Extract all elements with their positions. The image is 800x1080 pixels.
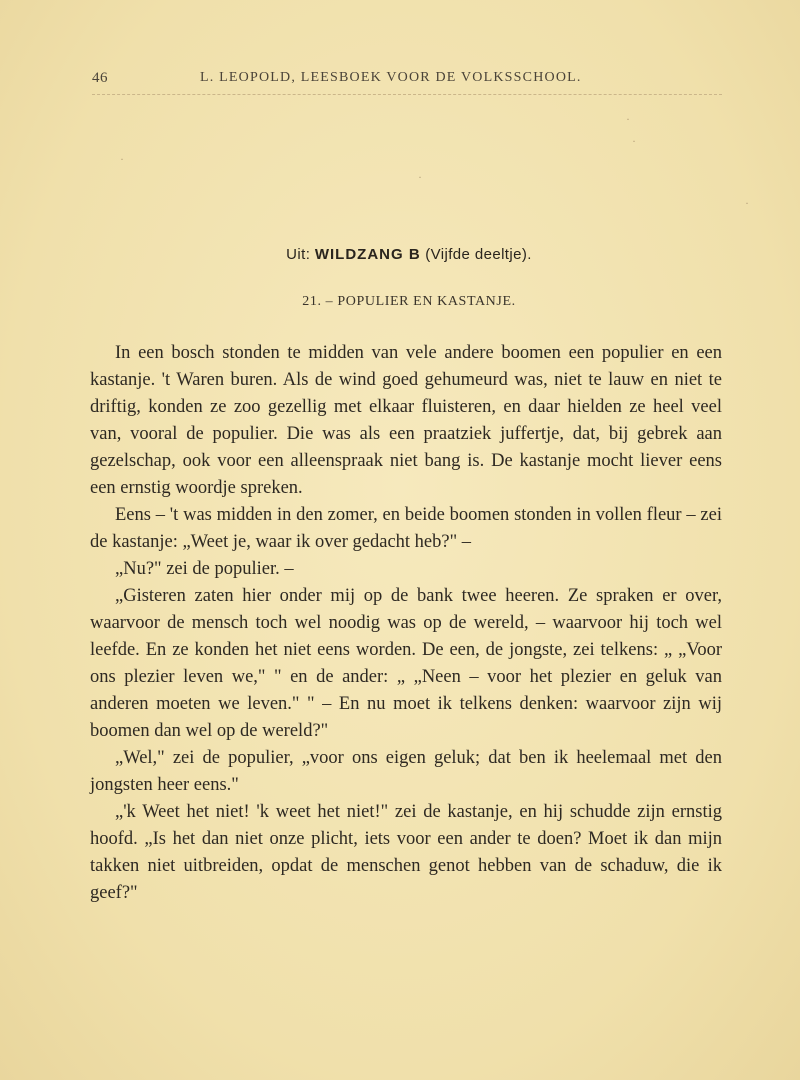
body-text bbox=[90, 340, 722, 907]
ink-speck: · bbox=[626, 112, 630, 126]
paragraph: Eens – 't was midden in den zomer, en beide boomen stonden in vollen fleur – zei de kastanje: „Weet je, waar ik over gedacht heb?" – bbox=[90, 505, 722, 552]
page-header bbox=[92, 70, 722, 100]
source-title bbox=[0, 246, 800, 263]
source-book-title: WILDZANG B bbox=[314, 246, 421, 263]
paragraph: In een bosch stonden te midden van vele andere boomen een populier en een kastanje. 't Waren buren. Als de wind goed gehumeurd was, niet te lauw en niet te driftig, konden ze zoo gezellig met elkaar fluisteren, en daar hielden ze heel veel van, vooral de populier. Die was als een praatziek juffertje, dat, bij gebrek aan gezelschap, ook voor een alleenspraak niet bang is. De kastanje mocht liever eens een ernstig woordje spreken. bbox=[90, 343, 722, 498]
ink-speck: · bbox=[418, 170, 422, 184]
paragraph: „Wel," zei de populier, „voor ons eigen geluk; dat ben ik heelemaal met den jongsten heer eens." bbox=[90, 748, 722, 795]
paragraph: „Nu?" zei de populier. – bbox=[115, 559, 294, 579]
paragraph: „Gisteren zaten hier onder mij op de bank twee heeren. Ze spraken er over, waarvoor de mensch toch wel noodig was op de wereld, – waarvoor hij toch wel leefde. En ze konden het niet eens worden. De een, de jongste, zei telkens: „ „Voor ons plezier leven we," " en de ander: „ „Neen – voor het plezier en geluk van anderen moeten we leven." " – En nu moet ik telkens denken: waarvoor zijn wij boomen dan wel op de wereld?" bbox=[90, 586, 722, 741]
paragraph: „'k Weet het niet! 'k weet het niet!" zei de kastanje, en hij schudde zijn ernstig hoofd. „Is het dan niet onze plicht, iets voor een ander te doen? Moet ik dan mijn takken niet uitbreiden, opdat de menschen genot hebben van de schaduw, die ik geef?" bbox=[90, 802, 722, 903]
ink-speck: · bbox=[120, 152, 124, 166]
running-head: L. LEOPOLD, LEESBOEK VOOR DE VOLKSSCHOOL. bbox=[200, 70, 582, 85]
ink-speck: · bbox=[632, 134, 636, 148]
ink-speck: · bbox=[745, 196, 749, 210]
page-number: 46 bbox=[92, 70, 108, 86]
header-rule bbox=[92, 94, 722, 95]
source-suffix: (Vijfde deeltje). bbox=[420, 246, 532, 263]
chapter-title: 21. – POPULIER EN KASTANJE. bbox=[302, 294, 516, 309]
source-prefix: Uit: bbox=[286, 246, 315, 263]
